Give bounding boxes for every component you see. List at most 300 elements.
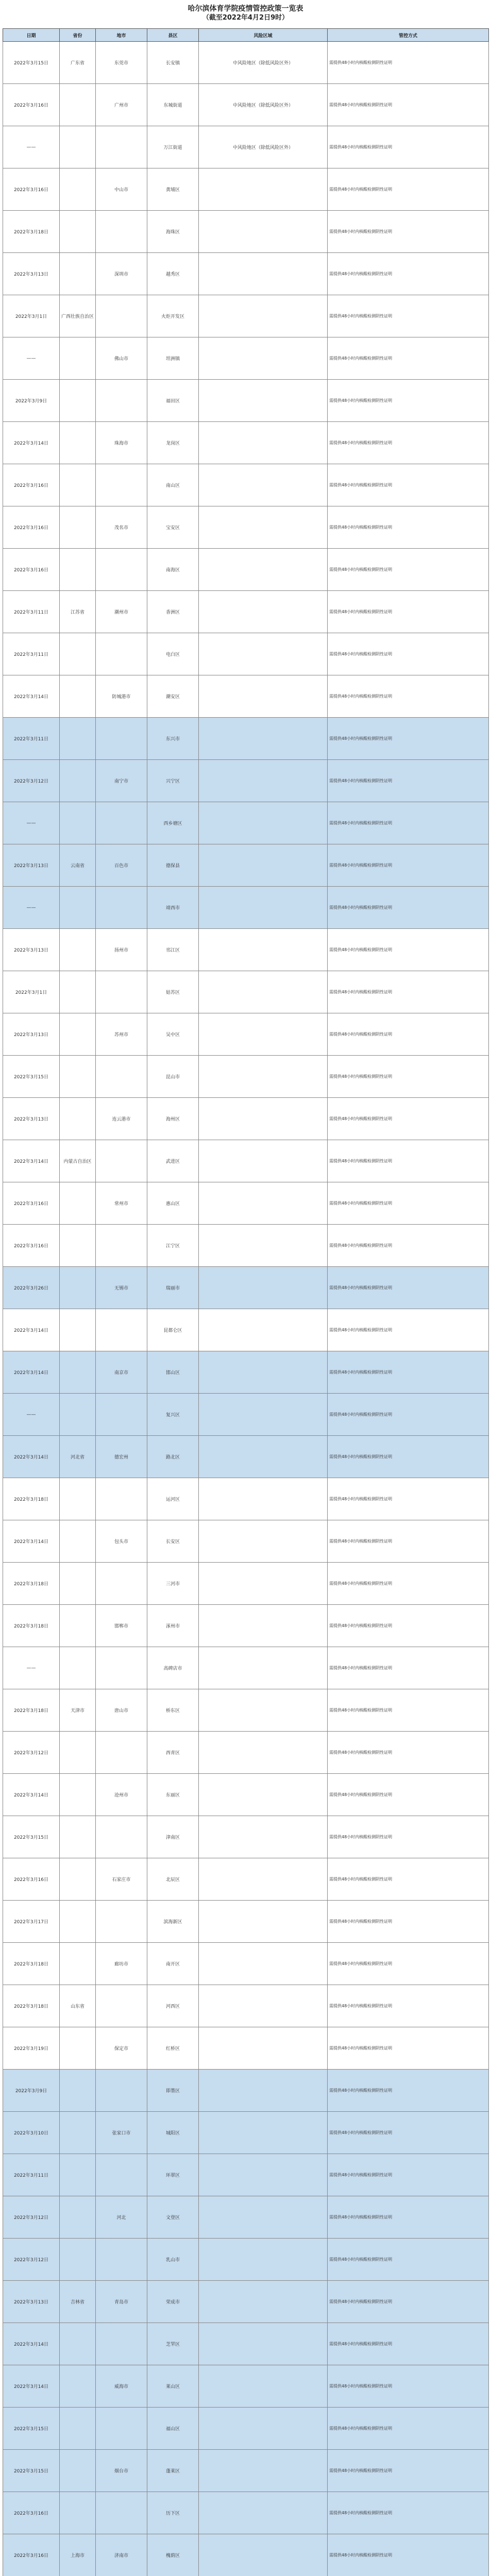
cell-city <box>96 1056 147 1098</box>
table-row <box>3 42 489 84</box>
cell-date: 2022年3月14日 <box>3 1351 60 1394</box>
cell-measure: 需提供48小时内核酸检测阴性证明 <box>328 1098 489 1140</box>
cell-date: 2022年3月13日 <box>3 253 60 295</box>
cell-district: 红桥区 <box>147 2027 199 2070</box>
cell-province <box>60 549 96 591</box>
cell-risk-area <box>199 549 328 591</box>
cell-city: 河北 <box>96 2196 147 2239</box>
cell-date: 2022年3月13日 <box>3 929 60 971</box>
cell-measure: 需提供48小时内核酸检测阴性证明 <box>328 1647 489 1689</box>
cell-measure: 需提供48小时内核酸检测阴性证明 <box>328 2239 489 2281</box>
cell-city <box>96 1140 147 1182</box>
cell-risk-area: 中风险地区（除低风险区外） <box>199 42 328 84</box>
cell-province <box>60 2492 96 2534</box>
cell-measure: 需提供48小时内核酸检测阴性证明 <box>328 2154 489 2196</box>
cell-measure: 需提供48小时内核酸检测阴性证明 <box>328 1901 489 1943</box>
cell-measure: 需提供48小时内核酸检测阴性证明 <box>328 1267 489 1309</box>
table-row <box>3 2408 489 2450</box>
cell-date: 2022年3月14日 <box>3 675 60 718</box>
cell-province: 天津市 <box>60 1689 96 1732</box>
cell-district: 北辰区 <box>147 1858 199 1901</box>
cell-date: 2022年3月15日 <box>3 2450 60 2492</box>
title-block <box>0 0 491 28</box>
cell-province: 江苏省 <box>60 591 96 633</box>
cell-risk-area <box>199 633 328 675</box>
cell-measure: 需提供48小时内核酸检测阴性证明 <box>328 929 489 971</box>
cell-province <box>60 2365 96 2408</box>
cell-district: 福山区 <box>147 2408 199 2450</box>
cell-district: 昆都仑区 <box>147 1309 199 1351</box>
cell-measure: 需提供48小时内核酸检测阴性证明 <box>328 2070 489 2112</box>
cell-measure: 需提供48小时内核酸检测阴性证明 <box>328 1056 489 1098</box>
cell-date: 2022年3月14日 <box>3 1436 60 1478</box>
cell-district: 城阳区 <box>147 2112 199 2154</box>
cell-district: 莱山区 <box>147 2365 199 2408</box>
cell-city: 广州市 <box>96 84 147 126</box>
cell-measure: 需提供48小时内核酸检测阴性证明 <box>328 2112 489 2154</box>
cell-risk-area <box>199 506 328 549</box>
cell-district: 南开区 <box>147 1943 199 1985</box>
cell-city: 中山市 <box>96 168 147 211</box>
cell-city: 无锡市 <box>96 1267 147 1309</box>
cell-date: 2022年3月14日 <box>3 1774 60 1816</box>
cell-city <box>96 887 147 929</box>
cell-date: 2022年3月13日 <box>3 844 60 887</box>
cell-measure: 需提供48小时内核酸检测阴性证明 <box>328 2027 489 2070</box>
cell-date: 2022年3月18日 <box>3 211 60 253</box>
cell-date: —— <box>3 802 60 844</box>
table-row <box>3 2154 489 2196</box>
cell-measure: 需提供48小时内核酸检测阴性证明 <box>328 380 489 422</box>
cell-city: 烟台市 <box>96 2450 147 2492</box>
cell-measure: 需提供48小时内核酸检测阴性证明 <box>328 549 489 591</box>
cell-province: 广东省 <box>60 42 96 84</box>
cell-risk-area <box>199 1309 328 1351</box>
cell-date: 2022年3月16日 <box>3 549 60 591</box>
cell-province <box>60 2239 96 2281</box>
cell-city: 深圳市 <box>96 253 147 295</box>
cell-measure: 需提供48小时内核酸检测阴性证明 <box>328 42 489 84</box>
table-row <box>3 2196 489 2239</box>
cell-district: 路北区 <box>147 1436 199 1478</box>
cell-district: 南海区 <box>147 549 199 591</box>
cell-risk-area: 中风险地区（除低风险区外） <box>199 126 328 168</box>
cell-city: 东莞市 <box>96 42 147 84</box>
table-row <box>3 1563 489 1605</box>
cell-district: 南山区 <box>147 464 199 506</box>
cell-risk-area <box>199 1605 328 1647</box>
table-row <box>3 211 489 253</box>
cell-date: 2022年3月11日 <box>3 2154 60 2196</box>
cell-date: 2022年3月15日 <box>3 2408 60 2450</box>
cell-date: 2022年3月10日 <box>3 2112 60 2154</box>
cell-measure: 需提供48小时内核酸检测阴性证明 <box>328 253 489 295</box>
cell-date: 2022年3月18日 <box>3 1943 60 1985</box>
cell-date: 2022年3月13日 <box>3 2281 60 2323</box>
cell-district: 槐荫区 <box>147 2534 199 2576</box>
cell-measure: 需提供48小时内核酸检测阴性证明 <box>328 211 489 253</box>
cell-risk-area <box>199 380 328 422</box>
table-row <box>3 1605 489 1647</box>
cell-date: 2022年3月19日 <box>3 2027 60 2070</box>
cell-city <box>96 295 147 337</box>
table-row <box>3 1436 489 1478</box>
cell-district: 龙岗区 <box>147 422 199 464</box>
cell-district: 运河区 <box>147 1478 199 1520</box>
cell-city: 石家庄市 <box>96 1858 147 1901</box>
cell-measure: 需提供48小时内核酸检测阴性证明 <box>328 1816 489 1858</box>
cell-measure: 需提供48小时内核酸检测阴性证明 <box>328 2323 489 2365</box>
cell-risk-area <box>199 2196 328 2239</box>
cell-district: 东城街道 <box>147 84 199 126</box>
cell-date: 2022年3月1日 <box>3 295 60 337</box>
cell-date: 2022年3月1日 <box>3 971 60 1013</box>
table-row <box>3 1309 489 1351</box>
cell-risk-area <box>199 2323 328 2365</box>
cell-city <box>96 633 147 675</box>
cell-measure: 需提供48小时内核酸检测阴性证明 <box>328 1858 489 1901</box>
cell-measure: 需提供48小时内核酸检测阴性证明 <box>328 1478 489 1520</box>
cell-date: 2022年3月16日 <box>3 464 60 506</box>
cell-date: 2022年3月18日 <box>3 1563 60 1605</box>
cell-city: 包头市 <box>96 1520 147 1563</box>
cell-city: 青岛市 <box>96 2281 147 2323</box>
cell-measure: 需提供48小时内核酸检测阴性证明 <box>328 1943 489 1985</box>
cell-province <box>60 168 96 211</box>
cell-province <box>60 760 96 802</box>
table-row <box>3 1351 489 1394</box>
cell-district: 武进区 <box>147 1140 199 1182</box>
cell-risk-area <box>199 591 328 633</box>
cell-measure: 需提供48小时内核酸检测阴性证明 <box>328 2534 489 2576</box>
cell-district: 万江街道 <box>147 126 199 168</box>
cell-province <box>60 2196 96 2239</box>
cell-city: 廊坊市 <box>96 1943 147 1985</box>
cell-risk-area <box>199 1013 328 1056</box>
cell-province <box>60 2450 96 2492</box>
cell-date: —— <box>3 1394 60 1436</box>
cell-province: 吉林省 <box>60 2281 96 2323</box>
cell-city: 邯郸市 <box>96 1605 147 1647</box>
cell-risk-area <box>199 675 328 718</box>
table-row <box>3 2281 489 2323</box>
table-row <box>3 887 489 929</box>
cell-date: 2022年3月15日 <box>3 1816 60 1858</box>
cell-measure: 需提供48小时内核酸检测阴性证明 <box>328 84 489 126</box>
cell-province <box>60 2027 96 2070</box>
cell-city <box>96 1647 147 1689</box>
cell-province <box>60 1267 96 1309</box>
table-row <box>3 2534 489 2576</box>
cell-district: 潮安区 <box>147 675 199 718</box>
cell-city: 佛山市 <box>96 337 147 380</box>
cell-risk-area <box>199 295 328 337</box>
cell-date: 2022年3月9日 <box>3 2070 60 2112</box>
cell-date: 2022年3月16日 <box>3 84 60 126</box>
cell-measure: 需提供48小时内核酸检测阴性证明 <box>328 337 489 380</box>
cell-date: 2022年3月18日 <box>3 1478 60 1520</box>
cell-city: 苏州市 <box>96 1013 147 1056</box>
cell-province <box>60 929 96 971</box>
table-row <box>3 126 489 168</box>
cell-risk-area <box>199 1943 328 1985</box>
cell-date: 2022年3月13日 <box>3 1098 60 1140</box>
cell-province <box>60 1309 96 1351</box>
cell-city <box>96 464 147 506</box>
cell-risk-area <box>199 1774 328 1816</box>
cell-date: 2022年3月14日 <box>3 1140 60 1182</box>
cell-measure: 需提供48小时内核酸检测阴性证明 <box>328 591 489 633</box>
cell-district: 历下区 <box>147 2492 199 2534</box>
cell-district: 江宁区 <box>147 1225 199 1267</box>
cell-district: 昆山市 <box>147 1056 199 1098</box>
cell-district: 吴中区 <box>147 1013 199 1056</box>
table-row <box>3 1394 489 1436</box>
cell-province <box>60 1943 96 1985</box>
cell-measure: 需提供48小时内核酸检测阴性证明 <box>328 295 489 337</box>
cell-district: 文登区 <box>147 2196 199 2239</box>
table-row <box>3 1858 489 1901</box>
table-row <box>3 1816 489 1858</box>
cell-date: 2022年3月11日 <box>3 633 60 675</box>
cell-risk-area <box>199 887 328 929</box>
cell-district: 越秀区 <box>147 253 199 295</box>
cell-risk-area: 中风险地区（除低风险区外） <box>199 84 328 126</box>
table-row <box>3 2365 489 2408</box>
table-row <box>3 718 489 760</box>
cell-province: 广西壮族自治区 <box>60 295 96 337</box>
cell-province <box>60 1563 96 1605</box>
header-province: 省份 <box>60 29 96 42</box>
cell-district: 高碑店市 <box>147 1647 199 1689</box>
cell-district: 姑苏区 <box>147 971 199 1013</box>
cell-date: 2022年3月14日 <box>3 422 60 464</box>
cell-province <box>60 1478 96 1520</box>
table-row <box>3 1732 489 1774</box>
table-row <box>3 549 489 591</box>
cell-date: 2022年3月14日 <box>3 1309 60 1351</box>
cell-district: 复兴区 <box>147 1394 199 1436</box>
header-risk-area: 风险区域 <box>199 29 328 42</box>
cell-province <box>60 2154 96 2196</box>
cell-city: 茂名市 <box>96 506 147 549</box>
cell-city: 防城港市 <box>96 675 147 718</box>
header-district: 县区 <box>147 29 199 42</box>
header-city: 地市 <box>96 29 147 42</box>
table-row <box>3 633 489 675</box>
cell-date: 2022年3月16日 <box>3 1225 60 1267</box>
cell-district: 环翠区 <box>147 2154 199 2196</box>
cell-measure: 需提供48小时内核酸检测阴性证明 <box>328 2196 489 2239</box>
cell-district: 电白区 <box>147 633 199 675</box>
cell-risk-area <box>199 1647 328 1689</box>
cell-province <box>60 337 96 380</box>
cell-district: 三河市 <box>147 1563 199 1605</box>
table-row <box>3 1478 489 1520</box>
cell-date: 2022年3月16日 <box>3 506 60 549</box>
cell-risk-area <box>199 1436 328 1478</box>
cell-measure: 需提供48小时内核酸检测阴性证明 <box>328 2281 489 2323</box>
cell-province <box>60 887 96 929</box>
cell-city: 常州市 <box>96 1182 147 1225</box>
cell-date: 2022年3月12日 <box>3 760 60 802</box>
cell-city <box>96 1225 147 1267</box>
cell-district: 福田区 <box>147 380 199 422</box>
table-row <box>3 1182 489 1225</box>
cell-risk-area <box>199 1394 328 1436</box>
cell-date: 2022年3月12日 <box>3 2196 60 2239</box>
table-row <box>3 380 489 422</box>
cell-date: 2022年3月14日 <box>3 2323 60 2365</box>
cell-district: 长安镇 <box>147 42 199 84</box>
cell-risk-area <box>199 337 328 380</box>
cell-city: 威海市 <box>96 2365 147 2408</box>
cell-province <box>60 1816 96 1858</box>
cell-date: 2022年3月15日 <box>3 1056 60 1098</box>
cell-measure: 需提供48小时内核酸检测阴性证明 <box>328 1225 489 1267</box>
cell-risk-area <box>199 1858 328 1901</box>
cell-province <box>60 253 96 295</box>
cell-risk-area <box>199 2154 328 2196</box>
cell-city <box>96 380 147 422</box>
cell-city: 沧州市 <box>96 1774 147 1816</box>
table-row <box>3 1013 489 1056</box>
cell-province <box>60 1056 96 1098</box>
cell-date: 2022年3月12日 <box>3 2239 60 2281</box>
cell-province <box>60 422 96 464</box>
cell-risk-area <box>199 1267 328 1309</box>
cell-city <box>96 1478 147 1520</box>
cell-measure: 需提供48小时内核酸检测阴性证明 <box>328 2450 489 2492</box>
cell-date: 2022年3月9日 <box>3 380 60 422</box>
cell-risk-area <box>199 168 328 211</box>
table-row <box>3 1774 489 1816</box>
cell-risk-area <box>199 2070 328 2112</box>
cell-city: 唐山市 <box>96 1689 147 1732</box>
table-row <box>3 1140 489 1182</box>
table-body <box>3 42 489 2576</box>
cell-measure: 需提供48小时内核酸检测阴性证明 <box>328 1520 489 1563</box>
cell-measure: 需提供48小时内核酸检测阴性证明 <box>328 760 489 802</box>
cell-district: 西乡塘区 <box>147 802 199 844</box>
table-row <box>3 295 489 337</box>
cell-date: 2022年3月16日 <box>3 168 60 211</box>
cell-date: 2022年3月18日 <box>3 1985 60 2027</box>
cell-date: —— <box>3 887 60 929</box>
table-row <box>3 253 489 295</box>
cell-city <box>96 126 147 168</box>
cell-measure: 需提供48小时内核酸检测阴性证明 <box>328 1605 489 1647</box>
table-row <box>3 675 489 718</box>
cell-risk-area <box>199 802 328 844</box>
cell-district: 兴宁区 <box>147 760 199 802</box>
cell-city <box>96 2070 147 2112</box>
cell-measure: 需提供48小时内核酸检测阴性证明 <box>328 1732 489 1774</box>
cell-risk-area <box>199 1732 328 1774</box>
cell-city: 南京市 <box>96 1351 147 1394</box>
cell-risk-area <box>199 2281 328 2323</box>
cell-date: 2022年3月16日 <box>3 1858 60 1901</box>
cell-city <box>96 718 147 760</box>
cell-risk-area <box>199 1225 328 1267</box>
cell-measure: 需提供48小时内核酸检测阴性证明 <box>328 1351 489 1394</box>
cell-province <box>60 2112 96 2154</box>
cell-measure: 需提供48小时内核酸检测阴性证明 <box>328 1394 489 1436</box>
cell-measure: 需提供48小时内核酸检测阴性证明 <box>328 633 489 675</box>
cell-province <box>60 84 96 126</box>
cell-risk-area <box>199 1478 328 1520</box>
cell-district: 海州区 <box>147 1098 199 1140</box>
cell-district: 瑞丽市 <box>147 1267 199 1309</box>
cell-date: 2022年3月15日 <box>3 42 60 84</box>
cell-risk-area <box>199 2239 328 2281</box>
cell-district: 荣成市 <box>147 2281 199 2323</box>
cell-city: 扬州市 <box>96 929 147 971</box>
cell-province <box>60 633 96 675</box>
cell-province <box>60 380 96 422</box>
cell-province: 上海市 <box>60 2534 96 2576</box>
cell-risk-area <box>199 1985 328 2027</box>
table-row <box>3 1943 489 1985</box>
cell-city <box>96 1732 147 1774</box>
cell-city <box>96 2154 147 2196</box>
table-row <box>3 2450 489 2492</box>
cell-measure: 需提供48小时内核酸检测阴性证明 <box>328 2492 489 2534</box>
cell-risk-area <box>199 1689 328 1732</box>
cell-date: 2022年3月18日 <box>3 1605 60 1647</box>
table-row <box>3 2492 489 2534</box>
cell-city <box>96 211 147 253</box>
table-row <box>3 1689 489 1732</box>
cell-measure: 需提供48小时内核酸检测阴性证明 <box>328 506 489 549</box>
cell-province: 河北省 <box>60 1436 96 1478</box>
cell-risk-area <box>199 1816 328 1858</box>
cell-district: 德保县 <box>147 844 199 887</box>
cell-date: 2022年3月14日 <box>3 2365 60 2408</box>
table-row <box>3 760 489 802</box>
table-row <box>3 929 489 971</box>
cell-province <box>60 1182 96 1225</box>
cell-measure: 需提供48小时内核酸检测阴性证明 <box>328 2365 489 2408</box>
cell-risk-area <box>199 1182 328 1225</box>
cell-risk-area <box>199 1056 328 1098</box>
cell-district: 靖西市 <box>147 887 199 929</box>
cell-district: 惠山区 <box>147 1182 199 1225</box>
cell-province <box>60 1351 96 1394</box>
table-row <box>3 1520 489 1563</box>
cell-risk-area <box>199 464 328 506</box>
cell-city <box>96 1901 147 1943</box>
cell-date: —— <box>3 337 60 380</box>
cell-risk-area <box>199 2027 328 2070</box>
cell-province <box>60 1901 96 1943</box>
table-row <box>3 506 489 549</box>
cell-risk-area <box>199 211 328 253</box>
cell-city <box>96 2323 147 2365</box>
cell-district: 东兴市 <box>147 718 199 760</box>
cell-district: 东丽区 <box>147 1774 199 1816</box>
cell-risk-area <box>199 253 328 295</box>
page-title: 哈尔滨体育学院疫情管控政策一览表 <box>188 5 303 13</box>
cell-measure: 需提供48小时内核酸检测阴性证明 <box>328 971 489 1013</box>
cell-risk-area <box>199 2408 328 2450</box>
cell-measure: 需提供48小时内核酸检测阴性证明 <box>328 844 489 887</box>
table-row <box>3 844 489 887</box>
cell-province <box>60 718 96 760</box>
table-row <box>3 2239 489 2281</box>
cell-province <box>60 1520 96 1563</box>
cell-date: 2022年3月26日 <box>3 1267 60 1309</box>
